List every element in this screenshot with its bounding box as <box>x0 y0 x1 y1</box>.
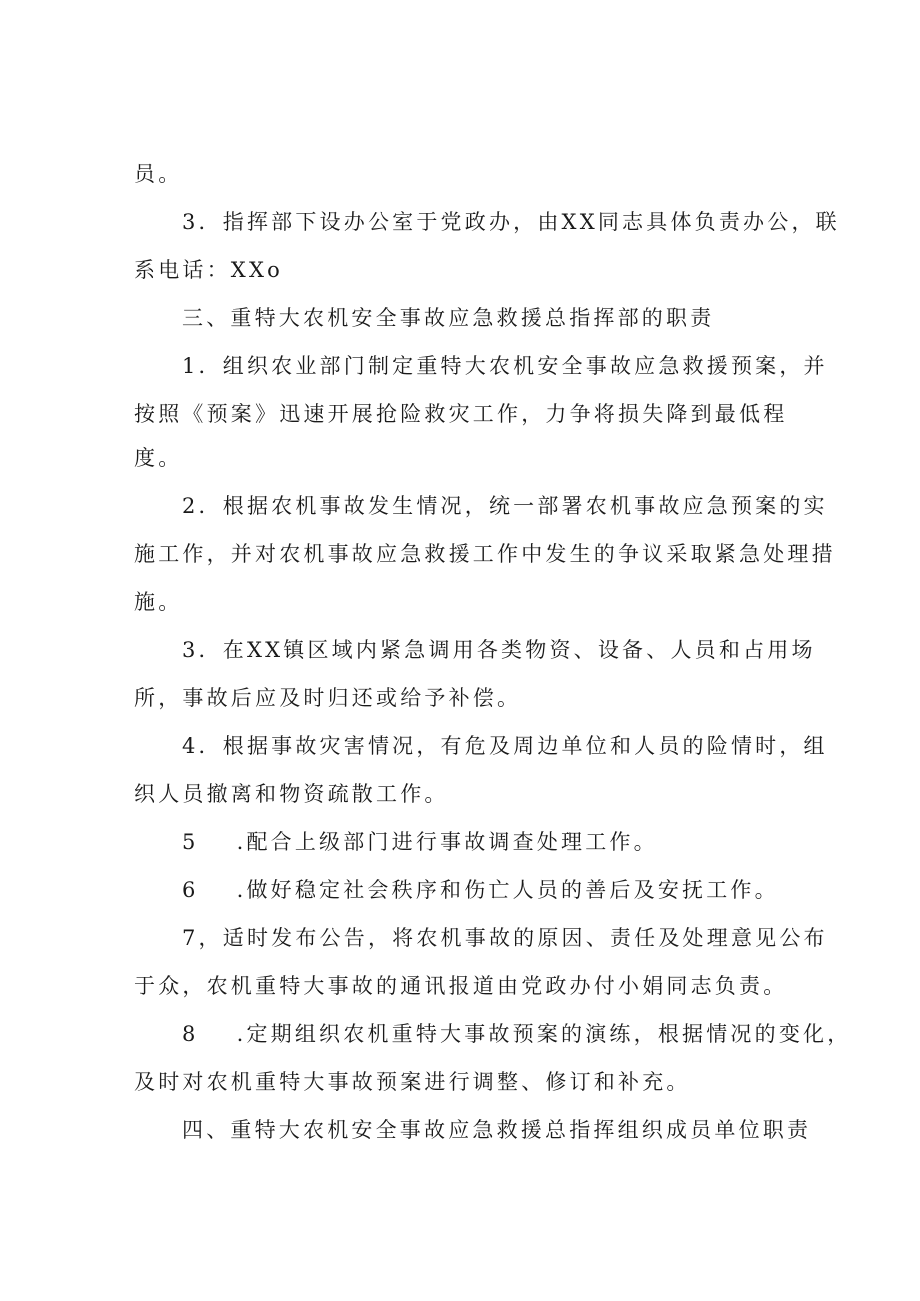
text-line-6: 按照《预案》迅速开展抢险救灾工作，力争将损失降到最低程 <box>134 402 788 426</box>
text-line-18: 于众，农机重特大事故的通讯报道由党政办付小娟同志负责。 <box>134 974 788 998</box>
text-line-7: 度。 <box>134 446 183 470</box>
text-line-13: 4．根据事故灾害情况，有危及周边单位和人员的险情时，组 <box>182 734 828 758</box>
text-line-10: 施。 <box>134 590 183 614</box>
section-heading-4: 四、重特大农机安全事故应急救援总指挥组织成员单位职责 <box>182 1118 812 1142</box>
text-line-2: 3．指挥部下设办公室于党政办，由XX同志具体负责办公，联 <box>182 210 840 234</box>
text-line-8: 2．根据农机事故发生情况，统一部署农机事故应急预案的实 <box>182 494 828 518</box>
list-item-text: .配合上级部门进行事故调查处理工作。 <box>236 830 658 854</box>
text-line-1: 员。 <box>134 162 183 186</box>
text-line-14: 织人员撤离和物资疏散工作。 <box>134 782 449 806</box>
text-line-3: 系电话：XXo <box>134 258 283 282</box>
list-item-number: 8 <box>182 1022 199 1046</box>
section-heading-3: 三、重特大农机安全事故应急救援总指挥部的职责 <box>182 306 715 330</box>
text-line-12: 所，事故后应及时归还或给予补偿。 <box>134 686 522 710</box>
text-line-20: 及时对农机重特大事故预案进行调整、修订和补充。 <box>134 1070 691 1094</box>
list-item-6 <box>182 876 814 904</box>
list-item-5 <box>182 828 814 856</box>
text-line-11: 3．在XX镇区域内紧急调用各类物资、设备、人员和占用场 <box>182 638 816 662</box>
list-item-number: 6 <box>182 878 199 902</box>
list-item-8 <box>182 1020 852 1048</box>
list-item-text: .定期组织农机重特大事故预案的演练，根据情况的变化， <box>236 1022 852 1046</box>
list-item-number: 5 <box>182 830 199 854</box>
text-line-9: 施工作，并对农机事故应急救援工作中发生的争议采取紧急处理措 <box>134 542 836 566</box>
text-line-5: 1．组织农业部门制定重特大农机安全事故应急救援预案，并 <box>182 354 828 378</box>
text-line-17: 7，适时发布公告，将农机事故的原因、责任及处理意见公布 <box>182 926 828 950</box>
list-item-text: .做好稳定社会秩序和伤亡人员的善后及安抚工作。 <box>236 878 779 902</box>
